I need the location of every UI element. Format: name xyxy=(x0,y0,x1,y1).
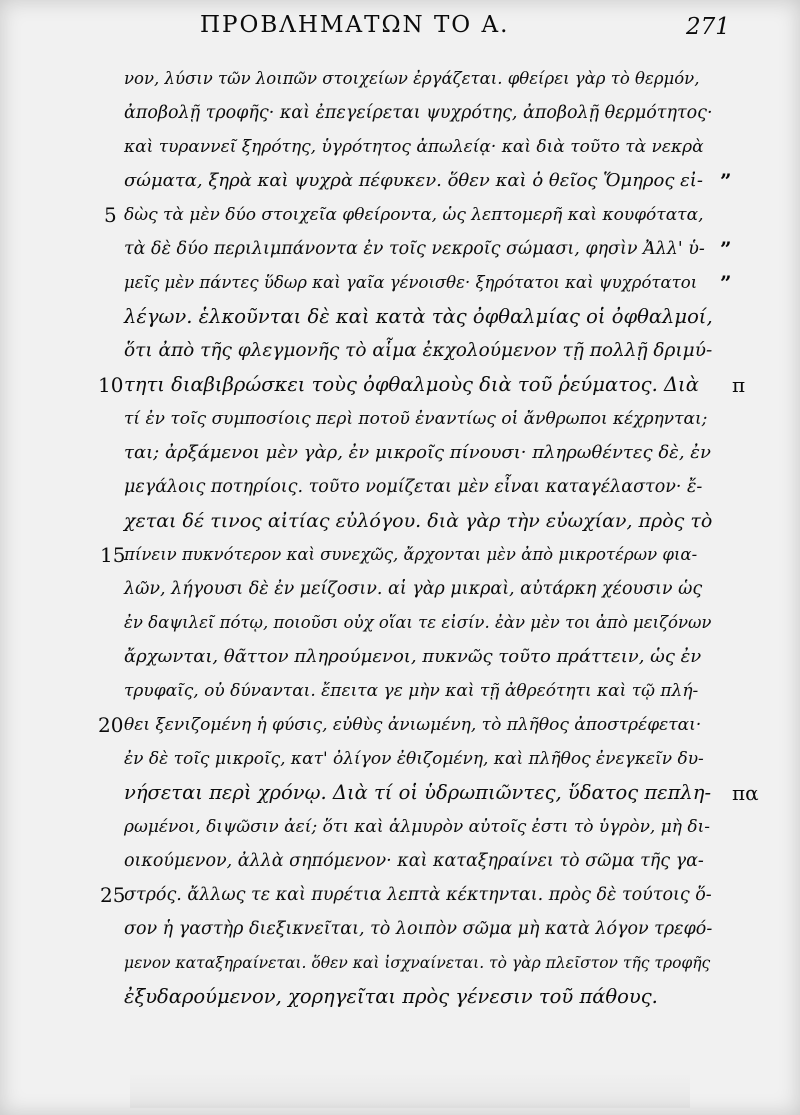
text-line: λῶν, λήγουσι δὲ ἐν μείζοσιν. αἱ γὰρ μικραὶ, αὐτάρκη χέουσιν ὡς xyxy=(124,579,703,599)
text-line: πίνειν πυκνότερον καὶ συνεχῶς, ἄρχονται μὲν ἀπὸ μικροτέρων φια- xyxy=(124,545,698,564)
text-line: ὅτι ἀπὸ τῆς φλεγμονῆς τὸ αἷμα ἐκχολούμενον τῇ πολλῇ δριμύ- xyxy=(124,340,713,361)
page-number: 271 xyxy=(686,14,730,40)
text-line: καὶ τυραννεῖ ξηρότης, ὑγρότητος ἀπωλείᾳ· καὶ διὰ τοῦτο τὰ νεκρὰ xyxy=(124,137,704,157)
margin-note: πα xyxy=(732,781,759,805)
line-number-20: 20 xyxy=(98,713,124,737)
running-head-title: ΠΡΟΒΛΗΜΑΤΩΝ ΤΟ Α. xyxy=(200,12,510,38)
text-line: μενον καταξηραίνεται. ὅθεν καὶ ἰσχναίνεται. τὸ γὰρ πλεῖστον τῆς τροφῆς xyxy=(124,954,711,972)
text-line: τητι διαβιβρώσκει τοὺς ὀφθαλμοὺς διὰ τοῦ ῥεύματος. Διὰ xyxy=(124,373,699,396)
text-line: ται; ἀρξάμενοι μὲν γὰρ, ἐν μικροῖς πίνουσι· πληρωθέντες δὲ, ἐν xyxy=(124,442,711,463)
line-number-15: 15 xyxy=(100,543,126,567)
text-line: τί ἐν τοῖς συμποσίοις περὶ ποτοῦ ἐναντίως οἱ ἄνθρωποι κέχρηνται; xyxy=(124,409,708,429)
text-line: δὼς τὰ μὲν δύο στοιχεῖα φθείροντα, ὡς λεπτομερῆ καὶ κουφότατα, xyxy=(124,205,704,225)
text-line: νον, λύσιν τῶν λοιπῶν στοιχείων ἐργάζεται. φθείρει γὰρ τὸ θερμόν, xyxy=(124,69,700,88)
quote-mark: ” xyxy=(720,169,732,193)
text-line: λέγων. ἑλκοῦνται δὲ καὶ κατὰ τὰς ὀφθαλμίας οἱ ὀφθαλμοί, xyxy=(124,305,713,328)
line-number-25: 25 xyxy=(100,883,126,907)
text-line: θει ξενιζομένη ἡ φύσις, εὐθὺς ἀνιωμένη, τὸ πλῆθος ἀποστρέφεται· xyxy=(124,715,702,735)
text-line: ἄρχωνται, θᾶττον πληρούμενοι, πυκνῶς τοῦτο πράττειν, ὡς ἐν xyxy=(124,646,702,667)
text-line: μεῖς μὲν πάντες ὕδωρ καὶ γαῖα γένοισθε· ξηρότατοι καὶ ψυχρότατοι xyxy=(124,273,698,292)
text-line: στρός. ἄλλως τε καὶ πυρέτια λεπτὰ κέκτηνται. πρὸς δὲ τούτοις ὅ- xyxy=(124,885,712,905)
text-line: ἐν δὲ τοῖς μικροῖς, κατ' ὀλίγον ἐθιζομένη, καὶ πλῆθος ἐνεγκεῖν δυ- xyxy=(124,749,704,769)
text-line: χεται δέ τινος αἰτίας εὐλόγου. διὰ γὰρ τὴν εὐωχίαν, πρὸς τὸ xyxy=(124,510,713,532)
text-line: σον ἡ γαστὴρ διεξικνεῖται, τὸ λοιπὸν σῶμα μὴ κατὰ λόγον τρεφό- xyxy=(124,919,713,939)
show-through-bleed xyxy=(130,1068,690,1108)
line-number-5: 5 xyxy=(104,203,117,227)
text-line: ρωμένοι, διψῶσιν ἀεί; ὅτι καὶ ἁλμυρὸν αὐτοῖς ἐστι τὸ ὑγρὸν, μὴ δι- xyxy=(124,817,711,837)
text-line: νήσεται περὶ χρόνῳ. Διὰ τί οἱ ὑδρωπιῶντες, ὕδατος πεπλη- xyxy=(124,781,712,804)
text-line: ἀποβολῇ τροφῆς· καὶ ἐπεγείρεται ψυχρότης, ἀποβολῇ θερμότητος· xyxy=(124,103,713,123)
text-line: σώματα, ξηρὰ καὶ ψυχρὰ πέφυκεν. ὅθεν καὶ ὁ θεῖος Ὅμηρος εἰ- xyxy=(124,170,703,191)
text-line: οικούμενον, ἀλλὰ σηπόμενον· καὶ καταξηραίνει τὸ σῶμα τῆς γα- xyxy=(124,851,704,871)
margin-note: π xyxy=(732,373,746,397)
text-line: ἐν δαψιλεῖ πότῳ, ποιοῦσι οὐχ οἵαι τε εἰσίν. ἐὰν μὲν τοι ἀπὸ μειζόνων xyxy=(124,613,712,632)
text-line: μεγάλοις ποτηρίοις. τοῦτο νομίζεται μὲν εἶναι καταγέλαστον· ἔ- xyxy=(124,477,703,497)
text-line: τὰ δὲ δύο περιλιμπάνοντα ἐν τοῖς νεκροῖς σώμασι, φησὶν Ἀλλ' ὑ- xyxy=(124,239,705,259)
line-number-10: 10 xyxy=(98,373,124,397)
quote-mark: ” xyxy=(720,271,732,295)
quote-mark: ” xyxy=(720,237,732,261)
text-line: ἐξυδαρούμενον, χορηγεῖται πρὸς γένεσιν τοῦ πάθους. xyxy=(124,985,658,1008)
text-line: τρυφαῖς, οὐ δύνανται. ἔπειτα γε μὴν καὶ τῇ ἀθρεότητι καὶ τῷ πλή- xyxy=(124,681,699,701)
